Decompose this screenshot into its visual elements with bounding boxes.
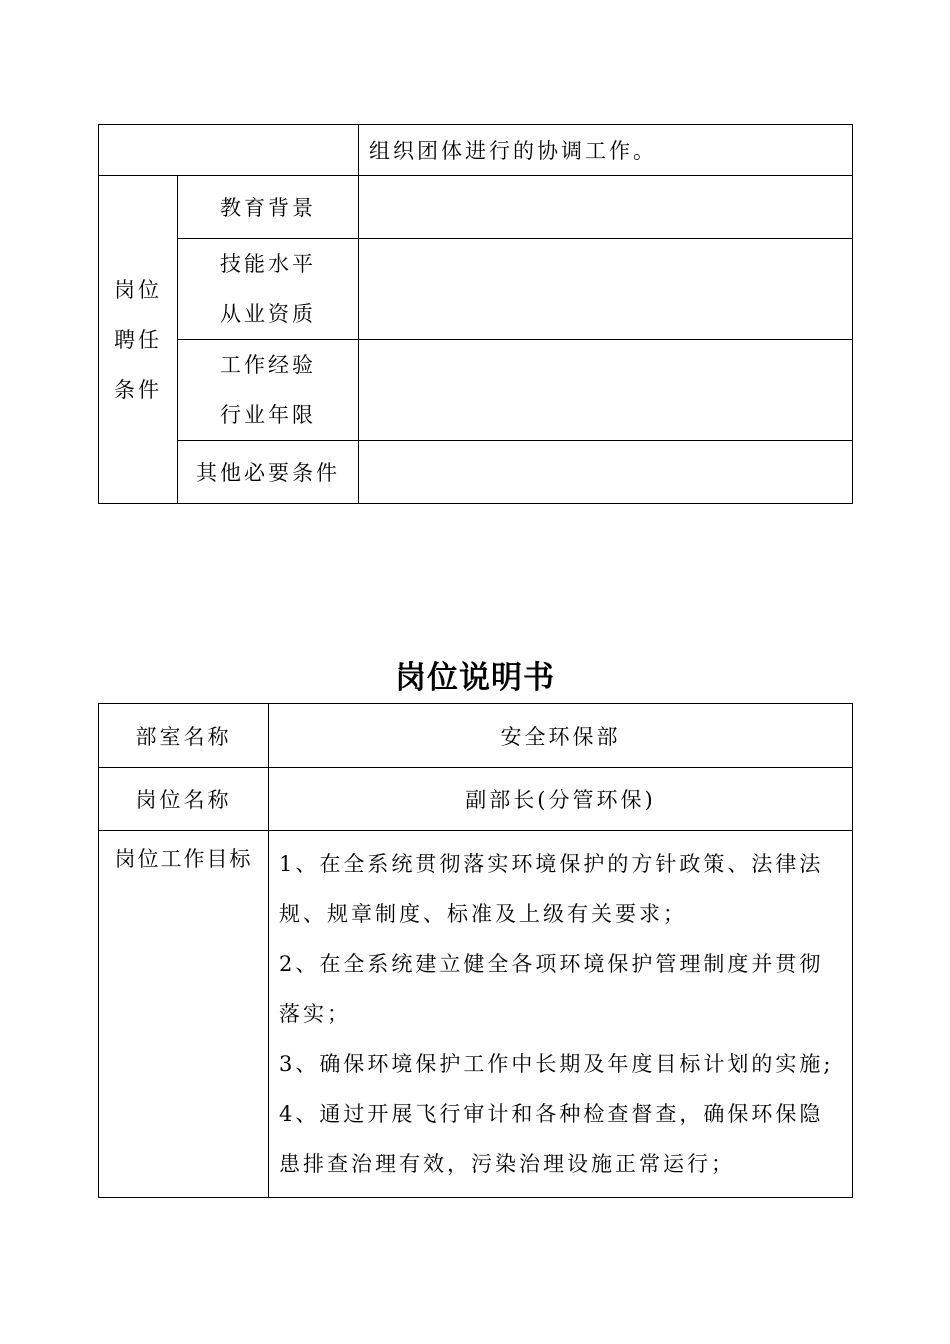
qualification-table bbox=[98, 124, 853, 504]
qualification-group-label bbox=[99, 176, 178, 504]
education-value bbox=[359, 176, 853, 239]
department-value: 安全环保部 bbox=[269, 704, 853, 768]
document-title: 岗位说明书 bbox=[395, 660, 555, 696]
group-label-line: 条件 bbox=[114, 377, 162, 402]
goal-item: 3、确保环境保护工作中长期及年度目标计划的实施; bbox=[279, 1052, 834, 1076]
education-label: 教育背景 bbox=[178, 176, 359, 239]
position-value: 副部长(分管环保) bbox=[269, 768, 853, 831]
goal-label: 岗位工作目标 bbox=[99, 831, 269, 1198]
department-label: 部室名称 bbox=[99, 704, 269, 768]
skill-label bbox=[178, 239, 359, 340]
group-label-line: 岗位 bbox=[114, 277, 162, 302]
group-label-line: 聘任 bbox=[114, 327, 162, 352]
other-requirements-label: 其他必要条件 bbox=[178, 441, 359, 504]
job-description-table bbox=[98, 703, 853, 1198]
position-label: 岗位名称 bbox=[99, 768, 269, 831]
experience-label bbox=[178, 340, 359, 441]
other-requirements-value bbox=[359, 441, 853, 504]
experience-label-line: 工作经验 bbox=[220, 353, 316, 377]
goal-item: 1、在全系统贯彻落实环境保护的方针政策、法律法规、规章制度、标准及上级有关要求； bbox=[279, 852, 824, 926]
continuation-text: 组织团体进行的协调工作。 bbox=[359, 125, 853, 176]
skill-value bbox=[359, 239, 853, 340]
skill-label-line: 技能水平 bbox=[220, 252, 316, 276]
goal-item: 2、在全系统建立健全各项环境保护管理制度并贯彻落实； bbox=[279, 952, 824, 1026]
goal-item: 4、通过开展飞行审计和各种检查督查，确保环保隐患排查治理有效，污染治理设施正常运行； bbox=[279, 1102, 824, 1176]
experience-value bbox=[359, 340, 853, 441]
continuation-blank-cell bbox=[99, 125, 359, 176]
experience-label-line: 行业年限 bbox=[220, 403, 316, 427]
skill-label-line: 从业资质 bbox=[220, 302, 316, 326]
goal-list bbox=[269, 831, 853, 1198]
